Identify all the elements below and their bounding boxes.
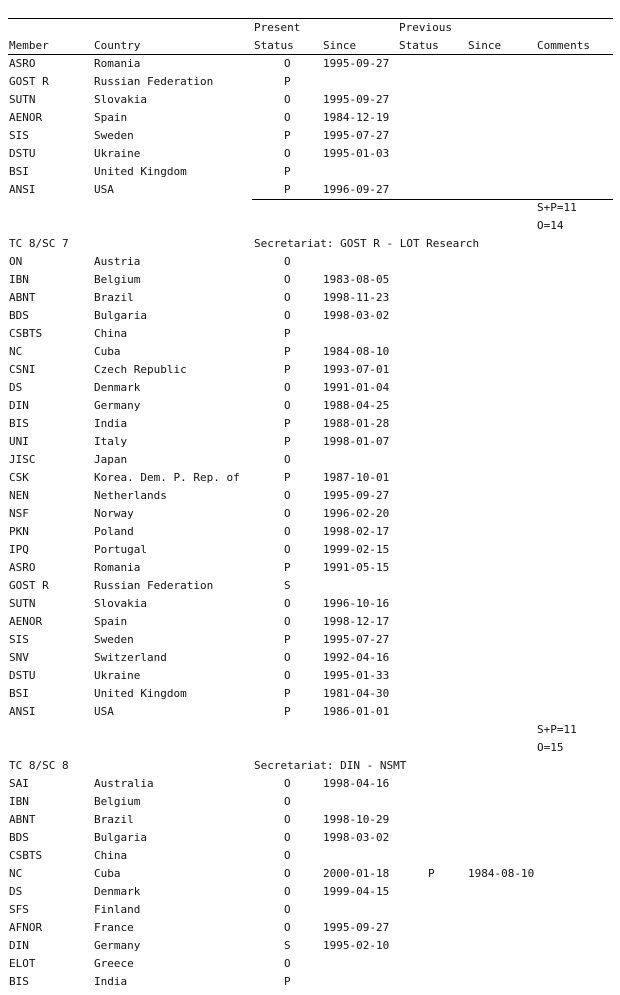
- cell-member: PKN: [9, 525, 29, 538]
- cell-status: P: [284, 471, 291, 484]
- cell-status: O: [284, 885, 291, 898]
- cell-since: 1995-07-27: [323, 129, 390, 142]
- cell-country: Germany: [94, 939, 141, 952]
- cell-since: 1991-01-04: [323, 381, 390, 394]
- cell-country: Romania: [94, 561, 141, 574]
- cell-member: SIS: [9, 129, 29, 142]
- header-country: Country: [94, 39, 141, 52]
- cell-country: Spain: [94, 111, 128, 124]
- cell-status: P: [284, 687, 291, 700]
- cell-member: DIN: [9, 399, 29, 412]
- cell-status: O: [284, 291, 291, 304]
- cell-member: NC: [9, 345, 23, 358]
- cell-country: Bulgaria: [94, 309, 147, 322]
- cell-status: O: [284, 399, 291, 412]
- section-title: TC 8/SC 7: [9, 237, 69, 250]
- cell-member: CSNI: [9, 363, 36, 376]
- cell-since: 1998-03-02: [323, 309, 390, 322]
- header-previous-status: Status: [399, 39, 439, 52]
- cell-country: Ukraine: [94, 147, 141, 160]
- cell-member: DS: [9, 381, 23, 394]
- cell-status: O: [284, 669, 291, 682]
- cell-member: IBN: [9, 273, 29, 286]
- cell-previous-since: 1984-08-10: [468, 867, 535, 880]
- cell-since: 1993-07-01: [323, 363, 390, 376]
- cell-country: Cuba: [94, 867, 121, 880]
- cell-country: Belgium: [94, 795, 141, 808]
- header-present: Present: [254, 21, 301, 34]
- cell-member: GOST R: [9, 75, 49, 88]
- section-secretariat: Secretariat: DIN - NSMT: [254, 759, 407, 772]
- header-status: Status: [254, 39, 294, 52]
- cell-since: 1996-02-20: [323, 507, 390, 520]
- cell-status: O: [284, 255, 291, 268]
- cell-member: ON: [9, 255, 23, 268]
- cell-since: 1998-01-07: [323, 435, 390, 448]
- cell-country: Brazil: [94, 291, 134, 304]
- cell-country: Czech Republic: [94, 363, 187, 376]
- cell-status: O: [284, 489, 291, 502]
- cell-status: O: [284, 597, 291, 610]
- cell-since: 1981-04-30: [323, 687, 390, 700]
- cell-since: 1995-01-33: [323, 669, 390, 682]
- totals-comment: O=15: [537, 741, 564, 754]
- cell-status: O: [284, 111, 291, 124]
- cell-member: IBN: [9, 795, 29, 808]
- cell-country: Belgium: [94, 273, 141, 286]
- cell-country: USA: [94, 183, 114, 196]
- cell-country: India: [94, 417, 128, 430]
- cell-country: India: [94, 975, 128, 988]
- cell-status: O: [284, 831, 291, 844]
- cell-member: ABNT: [9, 813, 36, 826]
- cell-country: Russian Federation: [94, 579, 214, 592]
- cell-member: GOST R: [9, 579, 49, 592]
- cell-member: BDS: [9, 309, 29, 322]
- cell-country: Korea. Dem. P. Rep. of: [94, 471, 240, 484]
- cell-since: 1995-09-27: [323, 93, 390, 106]
- header-previous: Previous: [399, 21, 452, 34]
- cell-status: O: [284, 381, 291, 394]
- cell-since: 1995-07-27: [323, 633, 390, 646]
- cell-status: O: [284, 93, 291, 106]
- cell-member: AENOR: [9, 111, 43, 124]
- cell-country: Netherlands: [94, 489, 167, 502]
- cell-country: Romania: [94, 57, 141, 70]
- cell-member: NSF: [9, 507, 29, 520]
- cell-country: Ukraine: [94, 669, 141, 682]
- cell-since: 1998-02-17: [323, 525, 390, 538]
- cell-since: 2000-01-18: [323, 867, 390, 880]
- cell-country: USA: [94, 705, 114, 718]
- cell-member: ANSI: [9, 183, 36, 196]
- totals-comment: S+P=11: [537, 723, 577, 736]
- cell-member: UNI: [9, 435, 29, 448]
- cell-status: O: [284, 453, 291, 466]
- cell-member: DSTU: [9, 669, 36, 682]
- cell-since: 1992-04-16: [323, 651, 390, 664]
- cell-country: Finland: [94, 903, 141, 916]
- cell-status: S: [284, 939, 291, 952]
- cell-since: 1987-10-01: [323, 471, 390, 484]
- cell-member: SUTN: [9, 93, 36, 106]
- cell-status: O: [284, 57, 291, 70]
- cell-country: France: [94, 921, 134, 934]
- cell-country: China: [94, 327, 128, 340]
- cell-since: 1991-05-15: [323, 561, 390, 574]
- cell-since: 1988-04-25: [323, 399, 390, 412]
- cell-member: SNV: [9, 651, 29, 664]
- cell-since: 1995-09-27: [323, 921, 390, 934]
- header-member: Member: [9, 39, 49, 52]
- cell-since: 1998-04-16: [323, 777, 390, 790]
- cell-member: SIS: [9, 633, 29, 646]
- cell-status: P: [284, 363, 291, 376]
- cell-country: Sweden: [94, 129, 134, 142]
- cell-status: O: [284, 147, 291, 160]
- cell-country: Japan: [94, 453, 128, 466]
- cell-status: P: [284, 165, 291, 178]
- cell-country: Cuba: [94, 345, 121, 358]
- cell-country: Slovakia: [94, 597, 147, 610]
- cell-since: 1995-01-03: [323, 147, 390, 160]
- cell-status: P: [284, 75, 291, 88]
- cell-country: Switzerland: [94, 651, 167, 664]
- cell-member: SFS: [9, 903, 29, 916]
- cell-since: 1998-12-17: [323, 615, 390, 628]
- cell-status: O: [284, 615, 291, 628]
- cell-status: O: [284, 903, 291, 916]
- cell-country: Italy: [94, 435, 128, 448]
- cell-country: United Kingdom: [94, 687, 187, 700]
- cell-member: CSK: [9, 471, 29, 484]
- cell-country: Slovakia: [94, 93, 147, 106]
- cell-country: Greece: [94, 957, 134, 970]
- cell-member: DS: [9, 885, 23, 898]
- table-top-rule: [8, 18, 613, 19]
- cell-member: IPQ: [9, 543, 29, 556]
- cell-since: 1983-08-05: [323, 273, 390, 286]
- cell-country: Norway: [94, 507, 134, 520]
- cell-status: O: [284, 273, 291, 286]
- cell-since: 1998-11-23: [323, 291, 390, 304]
- cell-member: ASRO: [9, 57, 36, 70]
- cell-country: Germany: [94, 399, 141, 412]
- header-bottom-rule: [8, 54, 613, 55]
- cell-since: 1999-04-15: [323, 885, 390, 898]
- cell-member: SAI: [9, 777, 29, 790]
- cell-since: 1995-02-10: [323, 939, 390, 952]
- cell-since: 1984-12-19: [323, 111, 390, 124]
- cell-since: 1996-10-16: [323, 597, 390, 610]
- cell-member: BIS: [9, 975, 29, 988]
- cell-status: P: [284, 183, 291, 196]
- cell-member: ANSI: [9, 705, 36, 718]
- cell-since: 1998-10-29: [323, 813, 390, 826]
- cell-since: 1996-09-27: [323, 183, 390, 196]
- cell-status: P: [284, 633, 291, 646]
- cell-status: P: [284, 129, 291, 142]
- cell-status: O: [284, 957, 291, 970]
- cell-member: ELOT: [9, 957, 36, 970]
- section-secretariat: Secretariat: GOST R - LOT Research: [254, 237, 480, 250]
- cell-country: Portugal: [94, 543, 147, 556]
- cell-member: BSI: [9, 687, 29, 700]
- cell-status: O: [284, 795, 291, 808]
- cell-country: Denmark: [94, 885, 141, 898]
- cell-country: Poland: [94, 525, 134, 538]
- cell-status: P: [284, 561, 291, 574]
- cell-status: O: [284, 813, 291, 826]
- header-previous-since: Since: [468, 39, 502, 52]
- cell-member: CSBTS: [9, 327, 43, 340]
- header-since: Since: [323, 39, 357, 52]
- cell-member: BIS: [9, 417, 29, 430]
- cell-since: 1988-01-28: [323, 417, 390, 430]
- cell-country: Australia: [94, 777, 154, 790]
- cell-member: AFNOR: [9, 921, 43, 934]
- cell-since: 1995-09-27: [323, 57, 390, 70]
- cell-member: CSBTS: [9, 849, 43, 862]
- cell-member: JISC: [9, 453, 36, 466]
- cell-since: 1999-02-15: [323, 543, 390, 556]
- cell-status: O: [284, 651, 291, 664]
- cell-member: NC: [9, 867, 23, 880]
- cell-status: O: [284, 849, 291, 862]
- cell-status: P: [284, 327, 291, 340]
- cell-status: O: [284, 867, 291, 880]
- section-title: TC 8/SC 8: [9, 759, 69, 772]
- cell-country: United Kingdom: [94, 165, 187, 178]
- cell-status: O: [284, 921, 291, 934]
- cell-since: 1984-08-10: [323, 345, 390, 358]
- cell-country: Sweden: [94, 633, 134, 646]
- cell-status: P: [284, 435, 291, 448]
- totals-comment: O=14: [537, 219, 564, 232]
- cell-country: Spain: [94, 615, 128, 628]
- cell-member: ASRO: [9, 561, 36, 574]
- cell-since: 1986-01-01: [323, 705, 390, 718]
- cell-member: DSTU: [9, 147, 36, 160]
- cell-since: 1998-03-02: [323, 831, 390, 844]
- cell-country: Russian Federation: [94, 75, 214, 88]
- cell-status: P: [284, 417, 291, 430]
- cell-status: O: [284, 309, 291, 322]
- cell-country: Denmark: [94, 381, 141, 394]
- cell-country: Brazil: [94, 813, 134, 826]
- cell-member: DIN: [9, 939, 29, 952]
- cell-country: China: [94, 849, 128, 862]
- header-comments: Comments: [537, 39, 590, 52]
- cell-member: BDS: [9, 831, 29, 844]
- cell-member: SUTN: [9, 597, 36, 610]
- cell-status: O: [284, 543, 291, 556]
- cell-previous-status: P: [428, 867, 435, 880]
- totals-rule: [252, 199, 613, 200]
- cell-member: ABNT: [9, 291, 36, 304]
- cell-status: S: [284, 579, 291, 592]
- cell-status: P: [284, 345, 291, 358]
- cell-country: Bulgaria: [94, 831, 147, 844]
- cell-member: BSI: [9, 165, 29, 178]
- cell-status: O: [284, 507, 291, 520]
- cell-member: NEN: [9, 489, 29, 502]
- cell-status: O: [284, 777, 291, 790]
- cell-since: 1995-09-27: [323, 489, 390, 502]
- totals-comment: S+P=11: [537, 201, 577, 214]
- cell-status: O: [284, 525, 291, 538]
- cell-status: P: [284, 975, 291, 988]
- cell-member: AENOR: [9, 615, 43, 628]
- cell-country: Austria: [94, 255, 141, 268]
- cell-status: P: [284, 705, 291, 718]
